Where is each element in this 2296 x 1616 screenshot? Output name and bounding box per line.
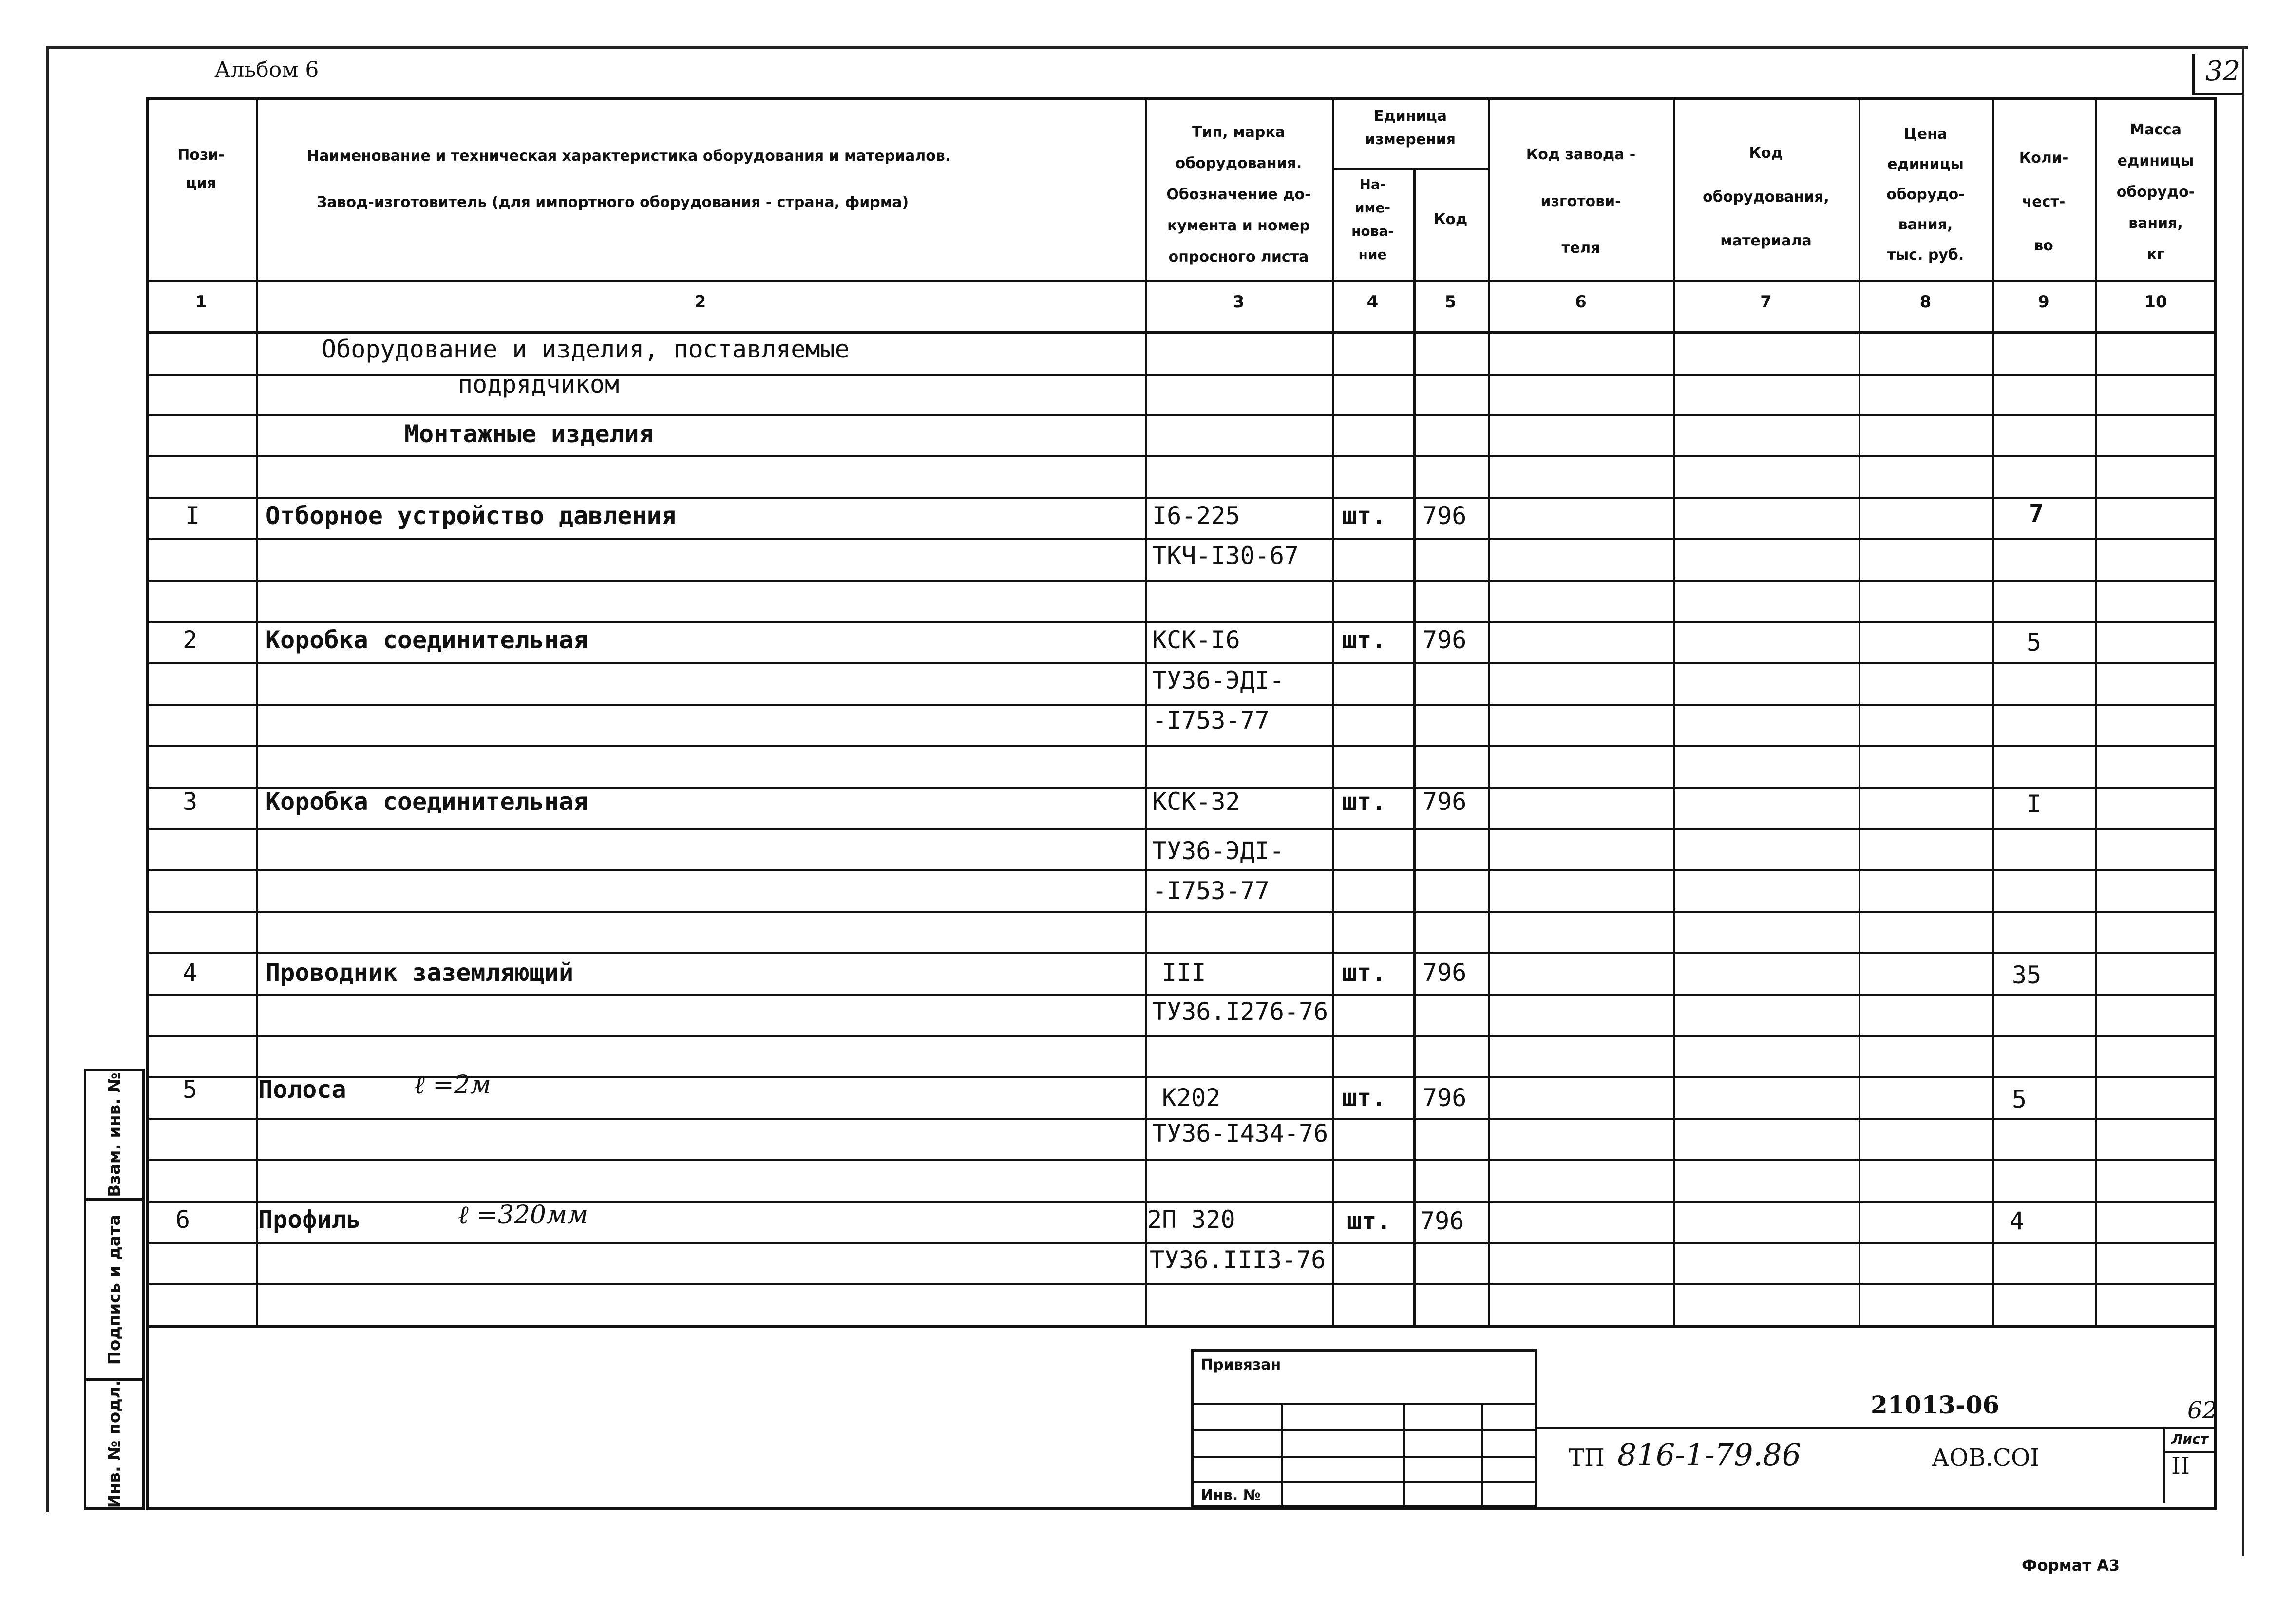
colnum-9: 9 (2038, 292, 2049, 312)
header-unit-code: Код (1433, 211, 1468, 228)
row-line (146, 952, 2217, 954)
stamp-col (1481, 1403, 1483, 1507)
item-unit-code: 796 (1423, 626, 1467, 654)
item-quantity: 5 (2027, 628, 2042, 657)
item-length: ℓ =320мм (458, 1201, 588, 1230)
title-block-line (1537, 1427, 2217, 1429)
item-position: 6 (175, 1205, 190, 1234)
format-label: Формат А3 (2022, 1556, 2120, 1575)
row-line (146, 869, 2217, 871)
row-line (146, 1159, 2217, 1161)
colnum-3: 3 (1233, 292, 1245, 312)
item-type-doc-cont: -I753-77 (1152, 706, 1270, 734)
item-position: 5 (183, 1075, 198, 1104)
binding-label: Привязан (1201, 1356, 1281, 1373)
item-type: III (1162, 958, 1206, 987)
item-type-doc: ТКЧ-I30-67 (1152, 542, 1299, 570)
item-unit: шт. (1342, 958, 1386, 987)
item-type: К202 (1162, 1084, 1221, 1112)
row-line (146, 1242, 2217, 1244)
item-quantity: 5 (2012, 1085, 2027, 1113)
stamp-col (1403, 1403, 1405, 1507)
item-unit-code: 796 (1423, 958, 1467, 987)
item-unit: шт. (1347, 1207, 1391, 1235)
item-length: ℓ =2м (414, 1071, 491, 1100)
item-quantity: 4 (2010, 1207, 2025, 1235)
corner-number-box (2192, 54, 2243, 95)
section-title-line2: подрядчиком (458, 370, 620, 398)
table-bottom-line (146, 1325, 2217, 1328)
row-line (146, 745, 2217, 747)
item-type: КСК-32 (1152, 788, 1240, 816)
item-position: 3 (183, 788, 198, 816)
side-stamp-signature (84, 1198, 145, 1381)
header-type: Тип, марка оборудования. Обозначение до- кумента и номер опросного листа (1166, 124, 1311, 265)
item-name: Профиль (258, 1205, 361, 1234)
album-label: Альбом 6 (214, 57, 319, 82)
colnum-2: 2 (694, 292, 706, 312)
row-line (146, 621, 2217, 623)
colnum-bottom-line (146, 331, 2217, 334)
item-unit-code: 796 (1423, 1084, 1467, 1112)
item-type: 2П 320 (1147, 1205, 1235, 1234)
item-unit-code: 796 (1420, 1207, 1464, 1235)
item-name: Коробка соединительная (266, 626, 588, 654)
sheet-top-number: 62 (2187, 1397, 2218, 1424)
binding-stamp (1191, 1349, 1537, 1507)
side-label-signature: Подпись и дата (104, 1214, 124, 1365)
colnum-10: 10 (2144, 292, 2167, 312)
stamp-line (1191, 1429, 1537, 1431)
item-quantity: 7 (2029, 499, 2044, 527)
colnum-1: 1 (195, 292, 207, 312)
row-line (146, 538, 2217, 540)
item-position: I (185, 502, 200, 530)
row-line (146, 662, 2217, 664)
item-unit-code: 796 (1423, 788, 1467, 816)
item-type-doc: ТУ36-I434-76 (1152, 1119, 1328, 1147)
header-position: Пози- ция (177, 147, 225, 192)
tp-code: 816-1-79.86 (1617, 1437, 1802, 1472)
item-unit-code: 796 (1423, 502, 1467, 530)
item-type-doc: ТУ36-ЭДI- (1152, 837, 1284, 865)
sheet-label: Лист (2165, 1427, 2214, 1453)
header-price: Цена единицы оборудо- вания, тыс. руб. (1886, 126, 1965, 263)
item-unit: шт. (1342, 788, 1386, 816)
header-unit-name: На- име- нова- ние (1351, 176, 1394, 263)
item-type: I6-225 (1152, 502, 1240, 530)
side-label-replacement: Взам. инв. № (104, 1072, 124, 1197)
stamp-line (1191, 1481, 1537, 1483)
stamp-line (1191, 1403, 1537, 1405)
header-bottom-line (146, 280, 2217, 282)
row-line (146, 994, 2217, 996)
row-line (146, 1201, 2217, 1203)
row-line (146, 1035, 2217, 1037)
stamp-col (1281, 1403, 1283, 1507)
sheet-value: II (2171, 1452, 2190, 1480)
item-type-doc: ТУ36.I276-76 (1152, 997, 1328, 1026)
header-quantity: Коли- чест- во (2019, 150, 2068, 254)
row-line (146, 1283, 2217, 1285)
stamp-line (1191, 1456, 1537, 1458)
row-line (146, 497, 2217, 499)
row-line (146, 828, 2217, 830)
item-unit: шт. (1342, 1084, 1386, 1112)
unit-header-split (1332, 168, 1488, 170)
row-line (146, 414, 2217, 416)
colnum-7: 7 (1760, 292, 1772, 312)
doc-number: 21013-06 (1871, 1391, 2000, 1419)
header-mass: Масса единицы оборудо- вания, кг (2116, 121, 2195, 263)
header-name-line1: Наименование и техническая характеристика оборудования и материалов. (307, 148, 951, 165)
section-title-line1: Оборудование и изделия, поставляемые (322, 335, 850, 363)
row-line (146, 374, 2217, 376)
colnum-4: 4 (1366, 292, 1379, 312)
item-unit: шт. (1342, 502, 1386, 530)
row-line (146, 580, 2217, 582)
outer-frame-right (2242, 46, 2244, 1556)
side-label-inventory: Инв. № подл. (104, 1380, 124, 1508)
item-position: 4 (183, 958, 198, 987)
header-equipment-code: Код оборудования, материала (1703, 145, 1829, 249)
item-position: 2 (183, 626, 198, 654)
item-type: КСК-I6 (1152, 626, 1240, 654)
section-subtitle: Монтажные изделия (404, 420, 654, 448)
row-line (146, 704, 2217, 706)
row-line (146, 455, 2217, 457)
sheet-box (2163, 1427, 2217, 1503)
item-quantity: 35 (2012, 961, 2042, 989)
mark-code: АОВ.СОI (1932, 1444, 2040, 1471)
header-factory-code: Код завода - изготови- теля (1526, 146, 1636, 257)
header-name-line2: Завод-изготовитель (для импортного оборудования - страна, фирма) (317, 194, 909, 211)
item-type-doc-cont: -I753-77 (1152, 877, 1270, 905)
item-name: Коробка соединительная (266, 788, 588, 816)
side-stamp-replacement (84, 1069, 145, 1201)
colnum-6: 6 (1575, 292, 1587, 312)
tp-label: ТП (1569, 1444, 1605, 1471)
item-name: Проводник заземляющий (266, 958, 574, 987)
colnum-5: 5 (1444, 292, 1457, 312)
item-type-doc: ТУ36-ЭДI- (1152, 666, 1284, 695)
item-name: Отборное устройство давления (266, 502, 676, 530)
inventory-label: Инв. № (1201, 1487, 1261, 1504)
item-unit: шт. (1342, 626, 1386, 654)
header-unit: Единица измерения (1365, 108, 1456, 148)
item-type-doc: ТУ36.III3-76 (1150, 1246, 1326, 1274)
side-stamp-inventory (84, 1378, 145, 1510)
item-quantity: I (2027, 790, 2042, 818)
corner-number: 32 (2205, 56, 2240, 87)
item-name: Полоса (258, 1075, 346, 1104)
row-line (146, 911, 2217, 913)
colnum-8: 8 (1919, 292, 1932, 312)
